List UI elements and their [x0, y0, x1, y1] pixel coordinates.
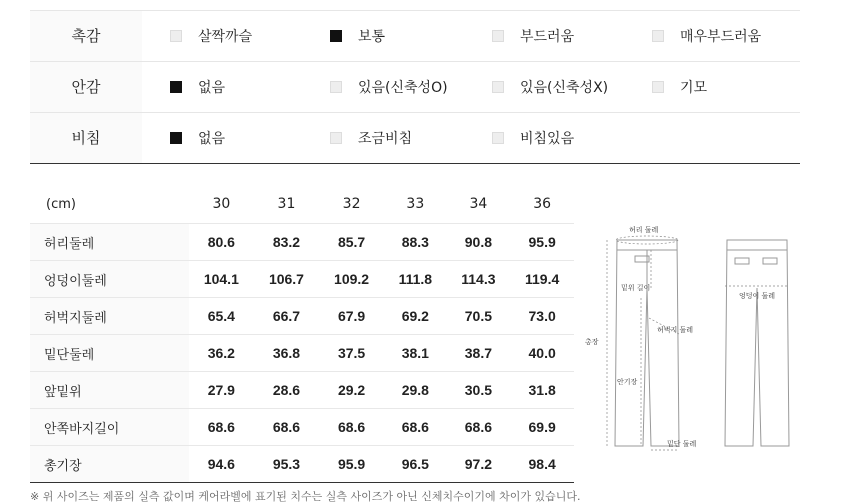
measurement-value: 29.8	[384, 372, 446, 409]
attribute-label: 촉감	[30, 11, 142, 61]
measurement-value: 95.9	[510, 224, 574, 261]
table-row	[30, 224, 574, 261]
measurement-value: 73.0	[510, 298, 574, 335]
attribute-table	[30, 0, 800, 164]
attribute-row	[30, 112, 800, 163]
table-row	[30, 446, 574, 483]
measurement-value: 28.6	[254, 372, 319, 409]
measurement-value: 109.2	[319, 261, 384, 298]
pants-illustration	[585, 218, 810, 468]
attribute-option	[492, 113, 574, 163]
size-header: 34	[469, 196, 488, 212]
table-row	[30, 261, 574, 298]
measurement-value: 27.9	[189, 372, 254, 409]
diagram-label-hem: 밑단 둘레	[667, 440, 697, 448]
attribute-label: 안감	[30, 62, 142, 112]
unchecked-box-icon	[170, 30, 182, 42]
measurement-value: 95.3	[254, 446, 319, 483]
measurement-value: 66.7	[254, 298, 319, 335]
measurement-value: 97.2	[447, 446, 511, 483]
attribute-option	[652, 11, 761, 61]
checked-box-icon	[330, 30, 342, 42]
measurement-name: 총기장	[30, 446, 189, 483]
attribute-option	[170, 11, 252, 61]
size-header: 33	[406, 196, 425, 212]
attribute-option-label: 조금비침	[358, 131, 413, 147]
attribute-option-label: 기모	[680, 80, 708, 96]
table-row	[30, 335, 574, 372]
size-header: 36	[533, 196, 552, 212]
measurement-value: 38.7	[447, 335, 511, 372]
measurement-value: 36.2	[189, 335, 254, 372]
unchecked-box-icon	[330, 81, 342, 93]
attribute-option	[492, 62, 608, 112]
table-row	[30, 372, 574, 409]
attribute-option-label: 살짝까슬	[198, 29, 253, 45]
unit-label: (cm)	[46, 196, 76, 212]
measurement-value: 30.5	[447, 372, 511, 409]
measurement-value: 65.4	[189, 298, 254, 335]
measurement-value: 68.6	[319, 409, 384, 446]
table-row	[30, 298, 574, 335]
diagram-label-length: 총장	[585, 338, 599, 346]
measurement-value: 88.3	[384, 224, 446, 261]
measurement-value: 70.5	[447, 298, 511, 335]
size-header: 32	[342, 196, 361, 212]
diagram-label-thigh: 허벅지 둘레	[657, 326, 694, 334]
table-row	[30, 409, 574, 446]
measurement-value: 31.8	[510, 372, 574, 409]
measurement-value: 80.6	[189, 224, 254, 261]
measurement-name: 밑단둘레	[30, 335, 189, 372]
attribute-option-label: 보통	[358, 29, 386, 45]
measurement-value: 67.9	[319, 298, 384, 335]
measurement-value: 69.9	[510, 409, 574, 446]
attribute-option	[492, 11, 574, 61]
size-note: ※ 위 사이즈는 제품의 실측 값이며 케어라벨에 표기된 치수는 실측 사이즈가 아닌 신체치수이기에 차이가 있습니다.	[30, 490, 581, 503]
measurement-value: 111.8	[384, 261, 446, 298]
attribute-option-label: 있음(신축성X)	[520, 80, 609, 96]
measurement-value: 29.2	[319, 372, 384, 409]
measurement-value: 95.9	[319, 446, 384, 483]
attribute-option-label: 없음	[198, 80, 226, 96]
measurement-value: 83.2	[254, 224, 319, 261]
measurement-value: 90.8	[447, 224, 511, 261]
unchecked-box-icon	[492, 81, 504, 93]
measurement-value: 98.4	[510, 446, 574, 483]
measurement-value: 104.1	[189, 261, 254, 298]
measurement-value: 68.6	[447, 409, 511, 446]
measurement-name: 허벅지둘레	[30, 298, 189, 335]
measurement-name: 안쪽바지길이	[30, 409, 189, 446]
diagram-label-waist: 허리 둘레	[629, 226, 659, 234]
unchecked-box-icon	[492, 132, 504, 144]
diagram-label-rise: 밑위 길이	[621, 284, 651, 292]
attribute-label: 비침	[30, 113, 142, 163]
attribute-row	[30, 10, 800, 61]
unchecked-box-icon	[492, 30, 504, 42]
attribute-option-label: 있음(신축성O)	[358, 80, 448, 96]
attribute-option	[330, 11, 385, 61]
unchecked-box-icon	[652, 30, 664, 42]
size-header: 31	[277, 196, 296, 212]
measurement-value: 119.4	[510, 261, 574, 298]
attribute-option	[330, 62, 448, 112]
measurement-value: 37.5	[319, 335, 384, 372]
size-table	[30, 185, 574, 483]
measurement-name: 앞밑위	[30, 372, 189, 409]
attribute-option-label: 비침있음	[520, 131, 575, 147]
measurement-value: 68.6	[254, 409, 319, 446]
attribute-option-label: 부드러움	[520, 29, 575, 45]
diagram-label-inseam: 안기장	[617, 378, 638, 386]
pants-diagram	[585, 218, 810, 468]
measurement-name: 엉덩이둘레	[30, 261, 189, 298]
measurement-value: 40.0	[510, 335, 574, 372]
attribute-row	[30, 61, 800, 112]
measurement-value: 114.3	[447, 261, 511, 298]
attribute-option	[170, 62, 225, 112]
attribute-option	[170, 113, 225, 163]
size-header: 30	[212, 196, 231, 212]
attribute-option-label: 없음	[198, 131, 226, 147]
unchecked-box-icon	[330, 132, 342, 144]
measurement-value: 106.7	[254, 261, 319, 298]
measurement-value: 68.6	[189, 409, 254, 446]
attribute-option	[330, 113, 412, 163]
measurement-value: 94.6	[189, 446, 254, 483]
measurement-value: 38.1	[384, 335, 446, 372]
measurement-value: 85.7	[319, 224, 384, 261]
measurement-name: 허리둘레	[30, 224, 189, 261]
measurement-value: 69.2	[384, 298, 446, 335]
checked-box-icon	[170, 81, 182, 93]
unchecked-box-icon	[652, 81, 664, 93]
checked-box-icon	[170, 132, 182, 144]
measurement-value: 36.8	[254, 335, 319, 372]
diagram-label-hip: 엉덩이 둘레	[739, 292, 776, 300]
attribute-option-label: 매우부드러움	[680, 29, 762, 45]
measurement-value: 96.5	[384, 446, 446, 483]
attribute-option	[652, 62, 707, 112]
measurement-value: 68.6	[384, 409, 446, 446]
